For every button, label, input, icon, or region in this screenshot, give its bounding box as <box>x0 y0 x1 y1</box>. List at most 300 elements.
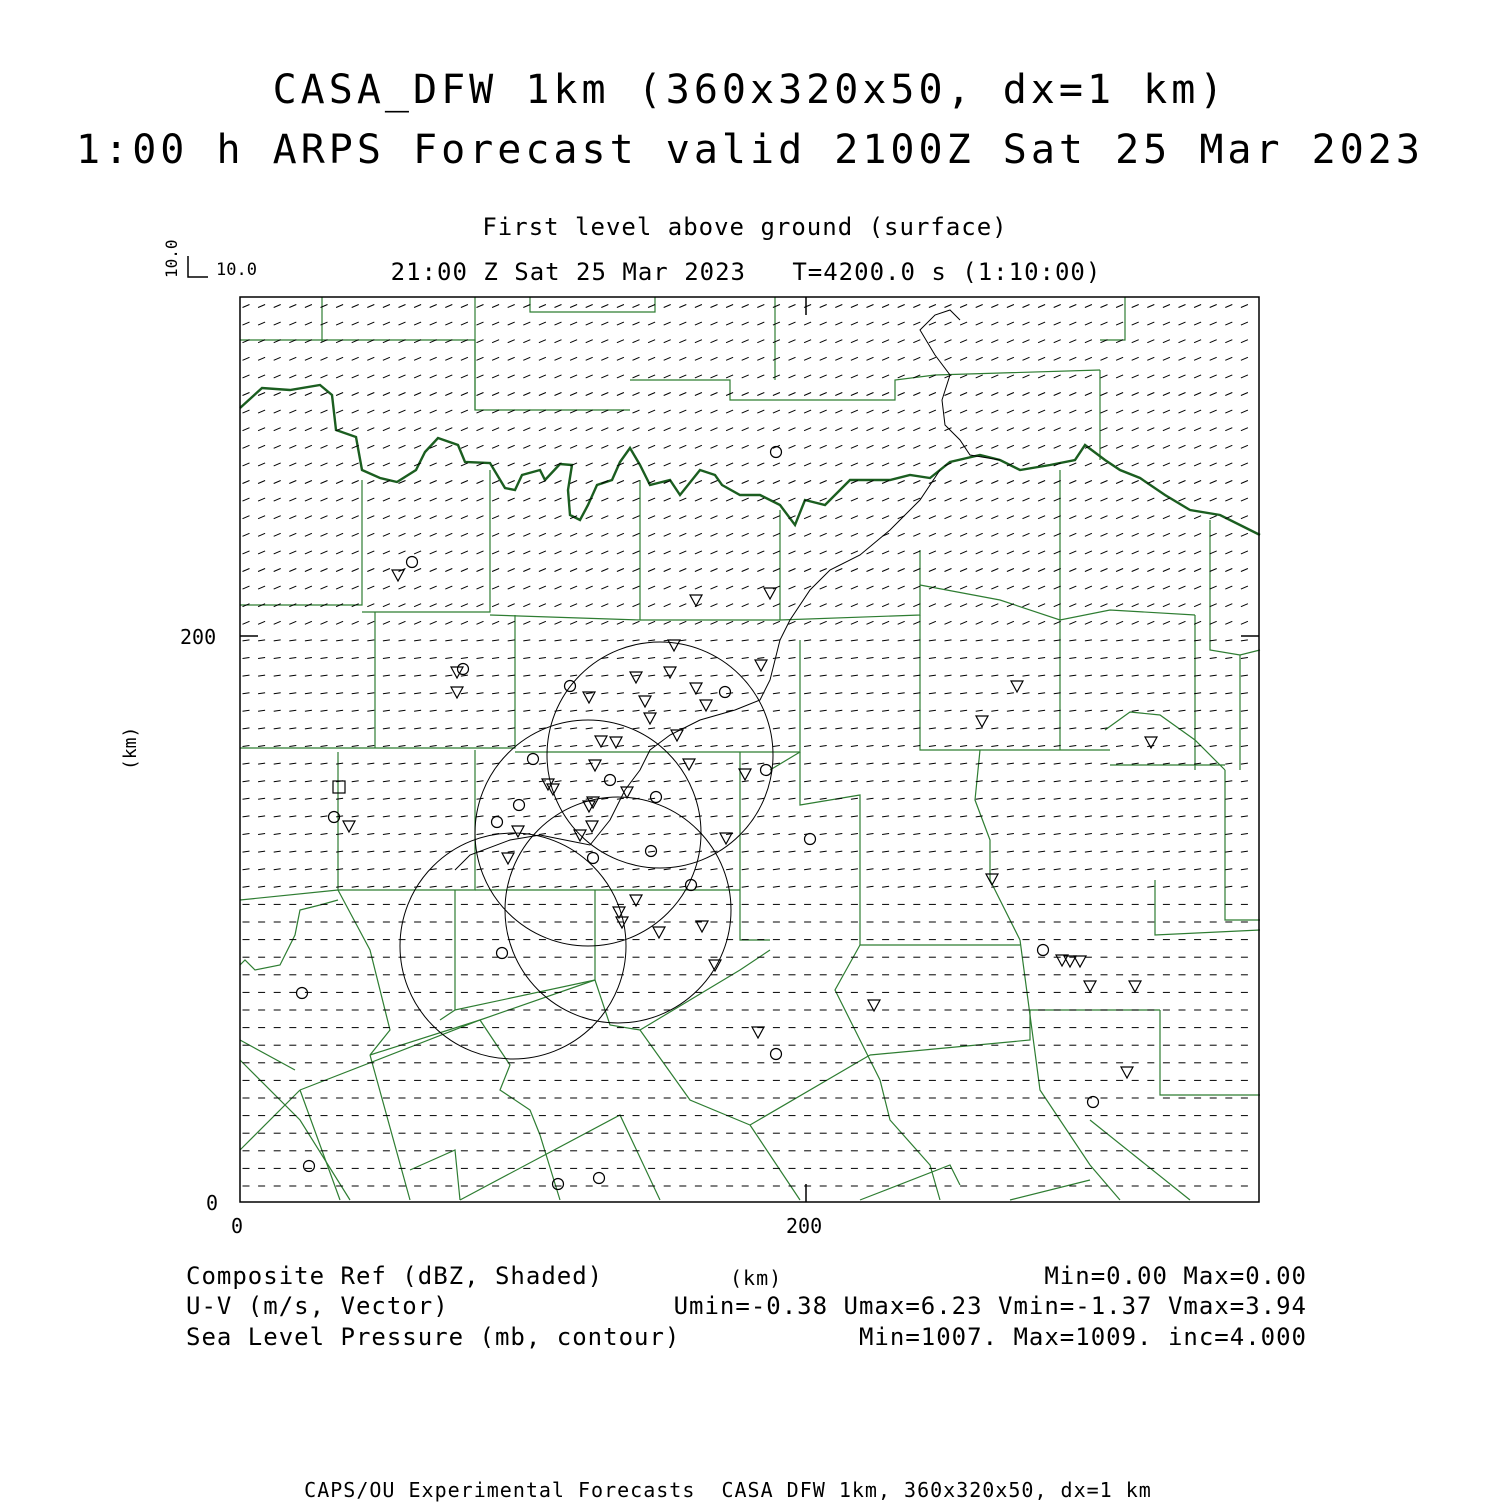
wind-vector <box>960 533 967 536</box>
wind-vector <box>352 834 359 835</box>
wind-vector <box>461 322 468 325</box>
wind-vector <box>757 640 764 641</box>
wind-vector <box>461 728 468 729</box>
wind-vector <box>555 658 562 659</box>
wind-vector <box>1101 658 1108 659</box>
wind-vector <box>898 322 905 325</box>
wind-vector <box>695 357 702 360</box>
wind-vector <box>726 798 733 799</box>
wind-vector <box>913 658 920 659</box>
wind-vector <box>773 869 780 870</box>
wind-vector <box>321 357 328 360</box>
wind-vector <box>399 604 406 607</box>
wind-vector <box>383 463 390 466</box>
wind-vector <box>367 516 374 519</box>
wind-vector <box>430 393 437 396</box>
wind-vector <box>539 393 546 396</box>
wind-vector <box>445 428 452 431</box>
wind-vector <box>1085 693 1092 694</box>
wind-vector <box>1023 834 1030 835</box>
wind-vector <box>898 886 905 887</box>
wind-vector <box>991 463 998 466</box>
wind-vector <box>1101 516 1108 519</box>
wind-vector <box>523 710 530 711</box>
wind-vector <box>976 533 983 536</box>
wind-vector <box>913 693 920 694</box>
wind-vector <box>601 463 608 466</box>
wind-vector <box>726 869 733 870</box>
wind-vector <box>742 693 749 694</box>
wind-vector <box>913 851 920 852</box>
station-circle <box>771 1049 782 1060</box>
wind-vector <box>414 305 421 308</box>
wind-vector <box>1038 393 1045 396</box>
wind-vector <box>352 798 359 799</box>
wind-vector <box>804 675 811 676</box>
wind-vector <box>523 569 530 572</box>
wind-vector <box>742 746 749 747</box>
wind-vector <box>1101 357 1108 360</box>
wind-vector <box>679 869 686 870</box>
wind-vector <box>851 410 858 413</box>
wind-vector <box>570 445 577 448</box>
station-triangle <box>630 672 642 683</box>
wind-vector <box>867 781 874 782</box>
wind-vector <box>1225 498 1232 501</box>
wind-vector <box>1023 428 1030 431</box>
wind-vector <box>711 340 718 343</box>
wind-vector <box>1069 675 1076 676</box>
wind-vector <box>976 586 983 589</box>
wind-vector <box>1038 763 1045 764</box>
wind-vector <box>336 834 343 835</box>
wind-vector <box>820 886 827 887</box>
wind-vector <box>726 569 733 572</box>
wind-vector <box>570 746 577 747</box>
wind-vector <box>586 428 593 431</box>
wind-vector <box>1241 498 1248 501</box>
station-circle <box>553 1179 564 1190</box>
wind-vector <box>898 798 905 799</box>
wind-vector <box>1194 463 1201 466</box>
wind-vector <box>617 516 624 519</box>
wind-vector <box>1101 763 1108 764</box>
wind-vector <box>586 445 593 448</box>
wind-vector <box>1241 781 1248 782</box>
wind-vector <box>976 851 983 852</box>
wind-vector <box>258 658 265 659</box>
wind-vector <box>601 322 608 325</box>
wind-vector <box>1225 763 1232 764</box>
wind-vector <box>1085 375 1092 378</box>
wind-vector <box>679 728 686 729</box>
wind-vector <box>789 693 796 694</box>
wind-vector <box>1179 551 1186 554</box>
wind-vector <box>367 816 374 817</box>
wind-vector <box>960 886 967 887</box>
wind-vector <box>305 305 312 308</box>
wind-vector <box>430 834 437 835</box>
wind-vector <box>1023 569 1030 572</box>
wind-vector <box>773 551 780 554</box>
wind-vector <box>430 604 437 607</box>
wind-vector <box>1023 746 1030 747</box>
wind-vector <box>789 498 796 501</box>
wind-vector <box>555 516 562 519</box>
wind-vector <box>757 463 764 466</box>
wind-vector <box>1007 393 1014 396</box>
wind-vector <box>461 869 468 870</box>
wind-vector <box>664 375 671 378</box>
wind-vector <box>586 710 593 711</box>
wind-vector <box>1069 428 1076 431</box>
wind-vector <box>648 463 655 466</box>
wind-vector <box>617 763 624 764</box>
wind-vector <box>430 763 437 764</box>
wind-vector <box>601 640 608 641</box>
wind-vector <box>367 481 374 484</box>
wind-vector <box>352 710 359 711</box>
river-outline <box>920 310 1000 460</box>
wind-vector <box>258 393 265 396</box>
wind-vector <box>882 340 889 343</box>
wind-vector <box>258 322 265 325</box>
wind-vector <box>1194 604 1201 607</box>
wind-vector <box>321 533 328 536</box>
wind-vector <box>835 498 842 501</box>
wind-vector <box>1069 463 1076 466</box>
wind-vector <box>508 481 515 484</box>
wind-vector <box>539 710 546 711</box>
wind-vector <box>867 816 874 817</box>
wind-vector <box>492 305 499 308</box>
wind-vector <box>383 816 390 817</box>
wind-vector <box>633 569 640 572</box>
river-outline-2 <box>455 470 940 870</box>
wind-vector <box>1194 340 1201 343</box>
wind-vector <box>1132 869 1139 870</box>
wind-vector <box>1069 569 1076 572</box>
wind-vector <box>1101 569 1108 572</box>
wind-vector <box>430 710 437 711</box>
wind-vector <box>1101 675 1108 676</box>
wind-vector <box>617 375 624 378</box>
wind-vector <box>258 710 265 711</box>
wind-vector <box>321 640 328 641</box>
wind-vector <box>835 516 842 519</box>
wind-vector <box>711 693 718 694</box>
wind-vector <box>835 834 842 835</box>
wind-vector <box>711 869 718 870</box>
wind-vector <box>773 428 780 431</box>
wind-vector <box>1038 533 1045 536</box>
wind-vector <box>601 428 608 431</box>
wind-vector <box>648 728 655 729</box>
wind-vector <box>399 710 406 711</box>
wind-vector <box>445 305 452 308</box>
wind-vector <box>913 393 920 396</box>
wind-vector <box>274 586 281 589</box>
wind-vector <box>742 763 749 764</box>
wind-vector <box>1210 516 1217 519</box>
wind-vector <box>289 410 296 413</box>
wind-vector <box>711 816 718 817</box>
wind-vector <box>336 516 343 519</box>
wind-vector <box>773 781 780 782</box>
wind-vector <box>1007 305 1014 308</box>
wind-vector <box>679 675 686 676</box>
wind-vector <box>321 675 328 676</box>
wind-vector <box>430 428 437 431</box>
wind-vector <box>929 816 936 817</box>
wind-vector <box>726 586 733 589</box>
wind-vector <box>367 410 374 413</box>
wind-vector <box>258 746 265 747</box>
wind-vector <box>804 569 811 572</box>
wind-vector <box>555 357 562 360</box>
wind-vector <box>383 375 390 378</box>
wind-vector <box>555 834 562 835</box>
wind-vector <box>430 798 437 799</box>
wind-vector <box>1179 675 1186 676</box>
wind-vector <box>633 604 640 607</box>
wind-vector <box>1132 834 1139 835</box>
wind-vector <box>1007 445 1014 448</box>
wind-vector <box>913 781 920 782</box>
wind-vector <box>399 463 406 466</box>
wind-vector <box>1241 516 1248 519</box>
wind-vector <box>976 498 983 501</box>
wind-vector <box>1225 621 1232 624</box>
wind-vector <box>523 586 530 589</box>
wind-vector <box>757 410 764 413</box>
wind-vector <box>664 357 671 360</box>
wind-vector <box>726 728 733 729</box>
wind-vector <box>773 533 780 536</box>
wind-vector <box>1132 675 1139 676</box>
wind-vector <box>1132 533 1139 536</box>
wind-vector <box>336 675 343 676</box>
wind-vector <box>882 658 889 659</box>
wind-vector <box>336 586 343 589</box>
station-triangle <box>512 826 524 837</box>
wind-vector <box>773 340 780 343</box>
wind-vector <box>570 604 577 607</box>
wind-vector <box>336 798 343 799</box>
wind-vector <box>711 710 718 711</box>
wind-vector <box>1038 621 1045 624</box>
wind-vector <box>711 357 718 360</box>
wind-vector <box>1210 798 1217 799</box>
wind-vector <box>1007 781 1014 782</box>
wind-vector <box>991 569 998 572</box>
wind-vector <box>726 463 733 466</box>
wind-vector <box>492 869 499 870</box>
wind-vector <box>1132 658 1139 659</box>
wind-vector <box>445 869 452 870</box>
wind-vector <box>274 533 281 536</box>
wind-vector <box>539 322 546 325</box>
wind-vector <box>617 710 624 711</box>
station-triangle <box>700 700 712 711</box>
wind-vector <box>1116 621 1123 624</box>
wind-vector <box>414 569 421 572</box>
wind-vector <box>945 375 952 378</box>
wind-vector <box>1210 781 1217 782</box>
wind-vector <box>258 816 265 817</box>
wind-vector <box>1179 375 1186 378</box>
wind-vector <box>367 498 374 501</box>
wind-vector <box>1101 834 1108 835</box>
wind-vector <box>757 569 764 572</box>
wind-vector <box>617 428 624 431</box>
station-triangle <box>1121 1067 1133 1078</box>
wind-vector <box>461 481 468 484</box>
wind-vector <box>1038 746 1045 747</box>
wind-vector <box>477 481 484 484</box>
wind-vector <box>1054 357 1061 360</box>
wind-vector <box>913 763 920 764</box>
wind-vector <box>1132 428 1139 431</box>
wind-vector <box>648 675 655 676</box>
wind-vector <box>492 746 499 747</box>
wind-vector <box>508 533 515 536</box>
wind-vector <box>1038 834 1045 835</box>
wind-vector <box>570 781 577 782</box>
wind-vector <box>1023 481 1030 484</box>
wind-vector <box>1163 445 1170 448</box>
wind-vector <box>1116 481 1123 484</box>
wind-vector <box>835 586 842 589</box>
wind-vector <box>274 410 281 413</box>
wind-vector <box>1069 586 1076 589</box>
wind-vector <box>1163 693 1170 694</box>
wind-vector <box>289 481 296 484</box>
wind-vector <box>586 675 593 676</box>
wind-vector <box>1163 569 1170 572</box>
wind-vector <box>367 357 374 360</box>
station-circle <box>761 765 772 776</box>
wind-vector <box>789 834 796 835</box>
wind-vector <box>1225 586 1232 589</box>
wind-vector <box>835 746 842 747</box>
wind-vector <box>367 604 374 607</box>
wind-vector <box>1023 551 1030 554</box>
wind-vector <box>414 428 421 431</box>
wind-vector <box>1147 816 1154 817</box>
wind-vector <box>1132 781 1139 782</box>
wind-vector <box>960 798 967 799</box>
wind-vector <box>461 710 468 711</box>
wind-vector <box>929 463 936 466</box>
wind-vector <box>976 445 983 448</box>
wind-vector <box>945 710 952 711</box>
wind-vector <box>1116 728 1123 729</box>
wind-vector <box>321 781 328 782</box>
wind-vector <box>991 428 998 431</box>
wind-vector <box>757 481 764 484</box>
wind-vector <box>336 693 343 694</box>
wind-vector <box>664 728 671 729</box>
wind-vector <box>1194 869 1201 870</box>
wind-vector <box>960 551 967 554</box>
wind-vector <box>633 340 640 343</box>
wind-vector <box>711 428 718 431</box>
wind-vector <box>508 710 515 711</box>
wind-vector <box>336 498 343 501</box>
wind-vector <box>1069 621 1076 624</box>
wind-vector <box>321 375 328 378</box>
wind-vector <box>352 816 359 817</box>
wind-vector <box>991 693 998 694</box>
wind-vector <box>726 428 733 431</box>
wind-vector <box>820 569 827 572</box>
wind-vector <box>851 340 858 343</box>
wind-vector <box>617 357 624 360</box>
wind-vector <box>945 498 952 501</box>
wind-vector <box>399 393 406 396</box>
wind-vector <box>804 410 811 413</box>
wind-vector <box>757 357 764 360</box>
wind-vector <box>1038 851 1045 852</box>
wind-vector <box>555 763 562 764</box>
wind-vector <box>477 693 484 694</box>
wind-vector <box>1210 586 1217 589</box>
wind-vector <box>1085 834 1092 835</box>
wind-vector <box>648 393 655 396</box>
wind-vector <box>1038 445 1045 448</box>
wind-vector <box>1147 340 1154 343</box>
wind-vector <box>820 728 827 729</box>
wind-vector <box>1101 498 1108 501</box>
wind-vector <box>711 393 718 396</box>
wind-vector <box>851 516 858 519</box>
wind-vector <box>430 357 437 360</box>
wind-vector <box>305 586 312 589</box>
wind-vector <box>945 781 952 782</box>
wind-vector <box>1069 357 1076 360</box>
wind-vector <box>851 393 858 396</box>
wind-vector <box>757 710 764 711</box>
wind-vector <box>757 375 764 378</box>
wind-vector <box>851 498 858 501</box>
wind-vector <box>461 463 468 466</box>
wind-vector <box>898 357 905 360</box>
wind-vector <box>679 410 686 413</box>
station-markers <box>297 447 1158 1190</box>
wind-vector <box>726 604 733 607</box>
wind-vector <box>1069 533 1076 536</box>
wind-vector <box>601 693 608 694</box>
wind-vector <box>789 586 796 589</box>
wind-vector <box>960 410 967 413</box>
wind-vector <box>1038 498 1045 501</box>
wind-vector <box>367 693 374 694</box>
wind-vector <box>1225 834 1232 835</box>
wind-vector <box>742 869 749 870</box>
wind-vector <box>711 763 718 764</box>
wind-vector <box>289 675 296 676</box>
wind-vector <box>679 586 686 589</box>
wind-vector <box>445 675 452 676</box>
wind-vector <box>601 357 608 360</box>
wind-vector <box>1101 305 1108 308</box>
wind-vector <box>1007 675 1014 676</box>
wind-vector <box>1225 463 1232 466</box>
wind-vector <box>289 305 296 308</box>
wind-vector <box>913 586 920 589</box>
wind-vector <box>336 728 343 729</box>
